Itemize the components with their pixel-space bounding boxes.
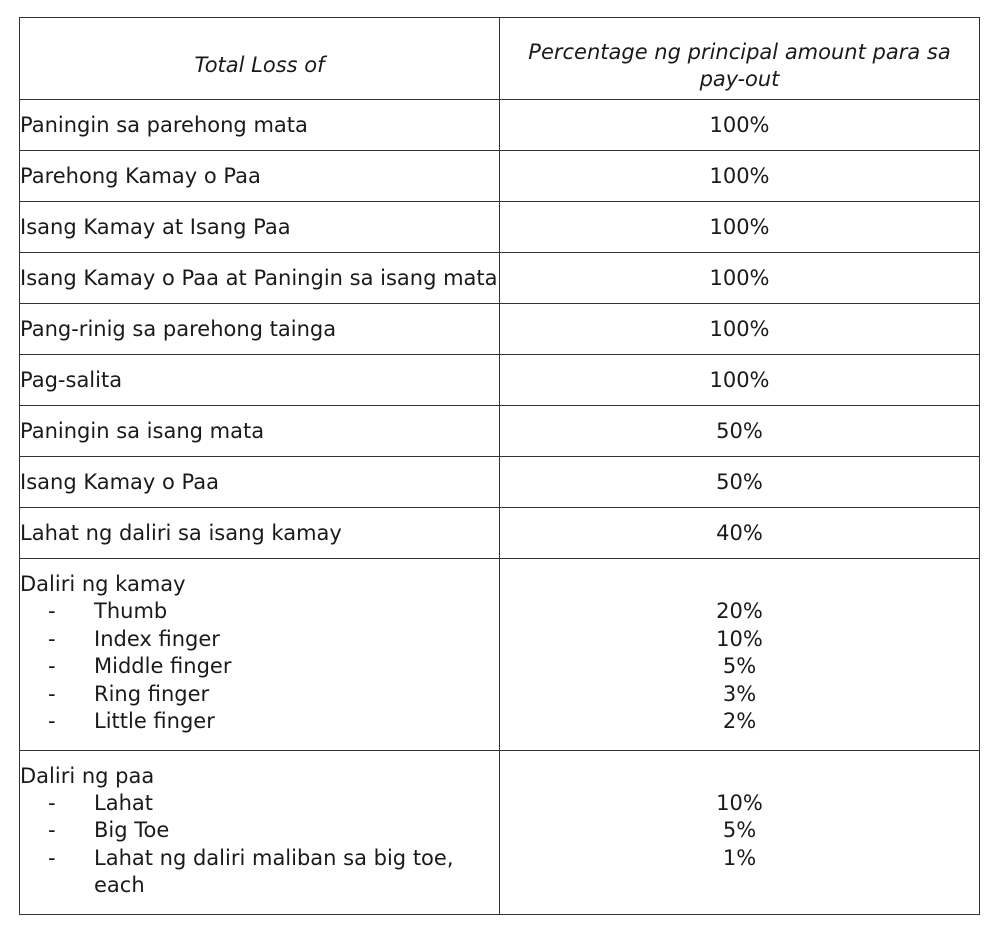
payout-percentage: 100% [500,304,980,355]
benefits-table [19,17,980,915]
sub-label: Index finger [94,626,220,651]
toe-group-cell [20,750,500,914]
finger-group-cell [20,559,500,751]
header-total-loss: Total Loss of [20,18,500,100]
payout-percentage: 100% [500,100,980,151]
list-item [20,653,499,681]
list-item [20,598,499,626]
table-row [20,406,980,457]
payout-percentage: 5% [722,654,757,678]
table-row [20,355,980,406]
payout-percentage: 2% [722,709,757,733]
payout-percentage: 5% [722,818,757,842]
payout-percentage: 10% [716,626,763,651]
payout-percentage: 100% [500,253,980,304]
sub-label: Middle finger [94,654,232,678]
group-title: Daliri ng kamay [20,572,186,596]
list-item [20,708,499,736]
loss-label: Isang Kamay at Isang Paa [20,202,500,253]
bullet-dash: - [48,845,56,870]
table-row [20,457,980,508]
toe-list [20,790,499,900]
table-row [20,253,980,304]
bullet-dash: - [48,818,56,842]
sub-label: Lahat ng daliri maliban sa big toe, each [94,845,454,897]
list-item [20,626,499,654]
payout-percentage: 10% [716,790,763,815]
table-row [20,304,980,355]
table-row [20,100,980,151]
header-percentage: Percentage ng principal amount para sa pay-out [500,18,980,100]
list-item [20,790,499,818]
sub-label: Big Toe [94,818,170,842]
sub-label: Ring finger [94,681,210,706]
payout-percentage: 50% [500,406,980,457]
group-title: Daliri ng paa [20,763,155,788]
bullet-dash: - [48,654,56,678]
finger-list [20,598,499,736]
table-row-finger-group [20,559,980,751]
payout-percentage: 50% [500,457,980,508]
loss-label: Lahat ng daliri sa isang kamay [20,508,500,559]
payout-percentage: 20% [716,599,763,623]
finger-percentages [500,559,980,751]
loss-label: Pag-salita [20,355,500,406]
loss-label: Paningin sa isang mata [20,406,500,457]
loss-label: Pang-rinig sa parehong tainga [20,304,500,355]
bullet-dash: - [48,790,56,815]
sub-label: Little finger [94,709,215,733]
loss-label: Paningin sa parehong mata [20,100,500,151]
payout-percentage: 3% [722,681,757,706]
loss-label: Parehong Kamay o Paa [20,151,500,202]
list-item [20,817,499,845]
sub-label: Lahat [94,790,153,815]
payout-percentage: 1% [722,845,757,870]
list-item [20,681,499,709]
bullet-dash: - [48,681,56,706]
payout-percentage: 100% [500,355,980,406]
table-row [20,151,980,202]
payout-percentage: 100% [500,202,980,253]
payout-percentage: 40% [500,508,980,559]
table-row-toe-group [20,750,980,914]
bullet-dash: - [48,599,56,623]
header-row [20,18,980,100]
loss-label: Isang Kamay o Paa at Paningin sa isang mata [20,253,500,304]
bullet-dash: - [48,709,56,733]
list-item [20,845,499,900]
payout-percentage: 100% [500,151,980,202]
sub-label: Thumb [94,599,168,623]
loss-label: Isang Kamay o Paa [20,457,500,508]
table-row [20,202,980,253]
table-row [20,508,980,559]
toe-percentages [500,750,980,914]
bullet-dash: - [48,626,56,651]
